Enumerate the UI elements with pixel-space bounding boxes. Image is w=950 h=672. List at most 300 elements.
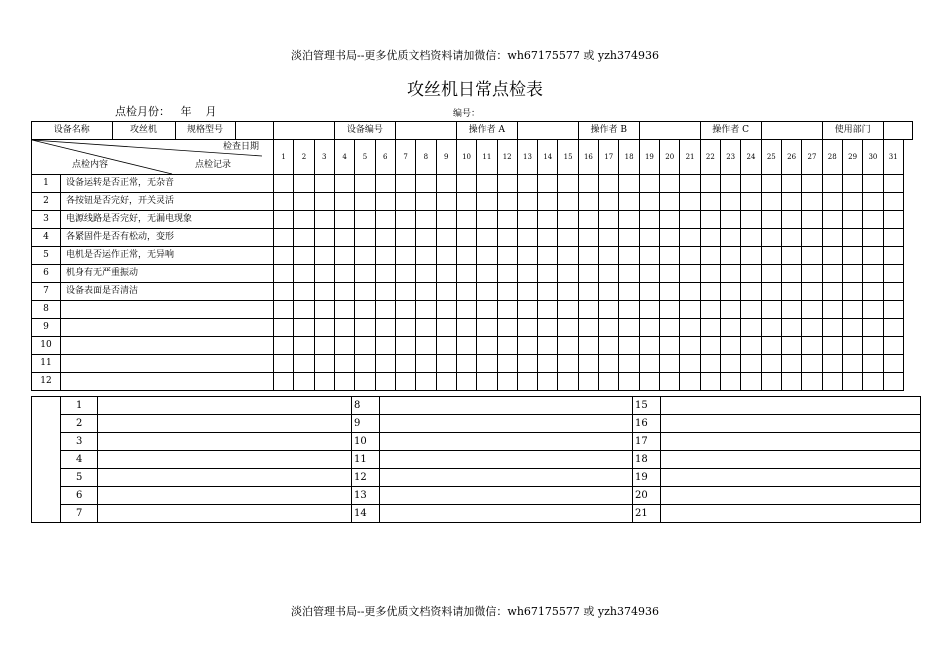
- check-cell[interactable]: [395, 337, 415, 355]
- check-cell[interactable]: [863, 211, 883, 229]
- check-cell[interactable]: [680, 283, 700, 301]
- check-cell[interactable]: [680, 247, 700, 265]
- check-cell[interactable]: [619, 247, 639, 265]
- check-cell[interactable]: [416, 337, 436, 355]
- check-cell[interactable]: [314, 193, 334, 211]
- check-cell[interactable]: [538, 373, 558, 391]
- check-cell[interactable]: [883, 373, 903, 391]
- check-cell[interactable]: [761, 247, 781, 265]
- notes-field[interactable]: [661, 469, 921, 487]
- check-cell[interactable]: [883, 319, 903, 337]
- check-cell[interactable]: [314, 319, 334, 337]
- check-cell[interactable]: [314, 175, 334, 193]
- check-cell[interactable]: [822, 337, 842, 355]
- check-cell[interactable]: [355, 373, 375, 391]
- check-cell[interactable]: [274, 355, 294, 373]
- check-cell[interactable]: [822, 373, 842, 391]
- check-cell[interactable]: [395, 301, 415, 319]
- check-cell[interactable]: [375, 175, 395, 193]
- check-cell[interactable]: [842, 301, 862, 319]
- check-cell[interactable]: [883, 337, 903, 355]
- check-cell[interactable]: [456, 175, 476, 193]
- check-cell[interactable]: [375, 319, 395, 337]
- check-cell[interactable]: [314, 247, 334, 265]
- check-cell[interactable]: [863, 373, 883, 391]
- check-cell[interactable]: [334, 211, 354, 229]
- check-cell[interactable]: [294, 265, 314, 283]
- check-cell[interactable]: [741, 247, 761, 265]
- check-cell[interactable]: [456, 229, 476, 247]
- check-cell[interactable]: [355, 193, 375, 211]
- check-cell[interactable]: [334, 355, 354, 373]
- check-cell[interactable]: [375, 247, 395, 265]
- check-cell[interactable]: [842, 211, 862, 229]
- check-cell[interactable]: [822, 211, 842, 229]
- check-cell[interactable]: [863, 319, 883, 337]
- check-cell[interactable]: [660, 283, 680, 301]
- check-cell[interactable]: [497, 265, 517, 283]
- check-cell[interactable]: [781, 283, 801, 301]
- check-cell[interactable]: [721, 355, 741, 373]
- check-cell[interactable]: [416, 301, 436, 319]
- check-cell[interactable]: [294, 355, 314, 373]
- check-cell[interactable]: [680, 265, 700, 283]
- check-cell[interactable]: [538, 247, 558, 265]
- check-cell[interactable]: [802, 373, 822, 391]
- check-cell[interactable]: [314, 355, 334, 373]
- check-cell[interactable]: [822, 301, 842, 319]
- check-cell[interactable]: [355, 229, 375, 247]
- check-cell[interactable]: [781, 337, 801, 355]
- operator-c-field[interactable]: [761, 122, 822, 140]
- check-cell[interactable]: [619, 229, 639, 247]
- check-cell[interactable]: [741, 301, 761, 319]
- check-cell[interactable]: [558, 283, 578, 301]
- notes-field[interactable]: [380, 505, 633, 523]
- check-cell[interactable]: [375, 337, 395, 355]
- check-cell[interactable]: [802, 175, 822, 193]
- check-cell[interactable]: [355, 355, 375, 373]
- check-cell[interactable]: [700, 265, 720, 283]
- check-cell[interactable]: [578, 175, 598, 193]
- check-cell[interactable]: [517, 373, 537, 391]
- check-cell[interactable]: [517, 301, 537, 319]
- check-cell[interactable]: [558, 247, 578, 265]
- check-cell[interactable]: [639, 337, 659, 355]
- check-cell[interactable]: [619, 301, 639, 319]
- check-cell[interactable]: [477, 247, 497, 265]
- check-cell[interactable]: [517, 283, 537, 301]
- notes-field[interactable]: [661, 487, 921, 505]
- check-cell[interactable]: [700, 283, 720, 301]
- check-cell[interactable]: [558, 265, 578, 283]
- check-cell[interactable]: [741, 193, 761, 211]
- check-cell[interactable]: [456, 211, 476, 229]
- check-cell[interactable]: [416, 265, 436, 283]
- check-cell[interactable]: [863, 193, 883, 211]
- check-cell[interactable]: [660, 193, 680, 211]
- check-cell[interactable]: [334, 265, 354, 283]
- check-cell[interactable]: [456, 193, 476, 211]
- check-cell[interactable]: [660, 175, 680, 193]
- check-cell[interactable]: [680, 229, 700, 247]
- check-cell[interactable]: [619, 319, 639, 337]
- check-cell[interactable]: [274, 373, 294, 391]
- notes-field[interactable]: [661, 415, 921, 433]
- check-cell[interactable]: [294, 211, 314, 229]
- check-cell[interactable]: [721, 337, 741, 355]
- check-cell[interactable]: [781, 193, 801, 211]
- check-cell[interactable]: [375, 355, 395, 373]
- check-cell[interactable]: [355, 337, 375, 355]
- check-cell[interactable]: [660, 319, 680, 337]
- check-cell[interactable]: [538, 283, 558, 301]
- notes-field[interactable]: [98, 433, 352, 451]
- check-cell[interactable]: [314, 211, 334, 229]
- check-cell[interactable]: [497, 373, 517, 391]
- check-cell[interactable]: [538, 319, 558, 337]
- check-cell[interactable]: [456, 283, 476, 301]
- check-cell[interactable]: [700, 337, 720, 355]
- check-cell[interactable]: [517, 175, 537, 193]
- check-cell[interactable]: [578, 301, 598, 319]
- check-cell[interactable]: [416, 283, 436, 301]
- check-cell[interactable]: [497, 175, 517, 193]
- check-cell[interactable]: [436, 247, 456, 265]
- check-cell[interactable]: [599, 247, 619, 265]
- check-cell[interactable]: [721, 247, 741, 265]
- check-cell[interactable]: [314, 229, 334, 247]
- check-cell[interactable]: [781, 301, 801, 319]
- check-cell[interactable]: [741, 211, 761, 229]
- check-cell[interactable]: [395, 193, 415, 211]
- check-cell[interactable]: [558, 175, 578, 193]
- check-cell[interactable]: [700, 319, 720, 337]
- check-cell[interactable]: [599, 301, 619, 319]
- notes-field[interactable]: [98, 505, 352, 523]
- check-cell[interactable]: [497, 247, 517, 265]
- check-cell[interactable]: [578, 193, 598, 211]
- check-cell[interactable]: [274, 247, 294, 265]
- check-cell[interactable]: [375, 265, 395, 283]
- check-cell[interactable]: [741, 355, 761, 373]
- check-cell[interactable]: [578, 355, 598, 373]
- notes-field[interactable]: [661, 397, 921, 415]
- check-cell[interactable]: [599, 229, 619, 247]
- check-cell[interactable]: [578, 283, 598, 301]
- notes-field[interactable]: [661, 505, 921, 523]
- check-cell[interactable]: [680, 319, 700, 337]
- check-cell[interactable]: [680, 211, 700, 229]
- check-cell[interactable]: [802, 355, 822, 373]
- check-cell[interactable]: [558, 301, 578, 319]
- check-cell[interactable]: [863, 283, 883, 301]
- check-cell[interactable]: [700, 175, 720, 193]
- check-cell[interactable]: [883, 193, 903, 211]
- check-cell[interactable]: [294, 175, 314, 193]
- check-cell[interactable]: [660, 229, 680, 247]
- check-cell[interactable]: [497, 301, 517, 319]
- equipment-no-field[interactable]: [395, 122, 456, 140]
- check-cell[interactable]: [822, 193, 842, 211]
- check-cell[interactable]: [660, 247, 680, 265]
- check-cell[interactable]: [436, 193, 456, 211]
- check-cell[interactable]: [294, 337, 314, 355]
- check-cell[interactable]: [477, 373, 497, 391]
- notes-field[interactable]: [661, 433, 921, 451]
- check-cell[interactable]: [639, 283, 659, 301]
- check-cell[interactable]: [761, 211, 781, 229]
- operator-b-field[interactable]: [639, 122, 700, 140]
- check-cell[interactable]: [883, 229, 903, 247]
- check-cell[interactable]: [416, 229, 436, 247]
- check-cell[interactable]: [416, 373, 436, 391]
- check-cell[interactable]: [274, 301, 294, 319]
- check-cell[interactable]: [619, 265, 639, 283]
- check-cell[interactable]: [456, 301, 476, 319]
- check-cell[interactable]: [741, 319, 761, 337]
- check-cell[interactable]: [274, 229, 294, 247]
- check-cell[interactable]: [660, 211, 680, 229]
- check-cell[interactable]: [436, 283, 456, 301]
- notes-field[interactable]: [98, 487, 352, 505]
- check-cell[interactable]: [619, 373, 639, 391]
- check-cell[interactable]: [456, 337, 476, 355]
- check-cell[interactable]: [599, 319, 619, 337]
- check-cell[interactable]: [477, 319, 497, 337]
- check-cell[interactable]: [842, 175, 862, 193]
- check-cell[interactable]: [639, 301, 659, 319]
- check-cell[interactable]: [274, 319, 294, 337]
- check-cell[interactable]: [294, 283, 314, 301]
- check-cell[interactable]: [741, 337, 761, 355]
- check-cell[interactable]: [863, 301, 883, 319]
- check-cell[interactable]: [883, 283, 903, 301]
- check-cell[interactable]: [477, 265, 497, 283]
- spec-model-field[interactable]: [235, 122, 273, 139]
- check-cell[interactable]: [700, 247, 720, 265]
- check-cell[interactable]: [477, 175, 497, 193]
- check-cell[interactable]: [802, 247, 822, 265]
- check-cell[interactable]: [639, 319, 659, 337]
- check-cell[interactable]: [538, 229, 558, 247]
- check-cell[interactable]: [416, 355, 436, 373]
- check-cell[interactable]: [781, 319, 801, 337]
- check-cell[interactable]: [761, 337, 781, 355]
- check-cell[interactable]: [355, 175, 375, 193]
- check-cell[interactable]: [599, 175, 619, 193]
- check-cell[interactable]: [436, 373, 456, 391]
- check-cell[interactable]: [395, 229, 415, 247]
- check-cell[interactable]: [538, 337, 558, 355]
- notes-field[interactable]: [98, 397, 352, 415]
- check-cell[interactable]: [761, 193, 781, 211]
- check-cell[interactable]: [639, 211, 659, 229]
- check-cell[interactable]: [802, 193, 822, 211]
- check-cell[interactable]: [761, 175, 781, 193]
- check-cell[interactable]: [863, 265, 883, 283]
- check-cell[interactable]: [599, 373, 619, 391]
- check-cell[interactable]: [639, 229, 659, 247]
- check-cell[interactable]: [761, 319, 781, 337]
- check-cell[interactable]: [842, 337, 862, 355]
- check-cell[interactable]: [274, 211, 294, 229]
- notes-field[interactable]: [98, 415, 352, 433]
- notes-field[interactable]: [380, 469, 633, 487]
- check-cell[interactable]: [822, 355, 842, 373]
- check-cell[interactable]: [497, 193, 517, 211]
- check-cell[interactable]: [517, 211, 537, 229]
- check-cell[interactable]: [355, 247, 375, 265]
- check-cell[interactable]: [578, 337, 598, 355]
- check-cell[interactable]: [477, 355, 497, 373]
- check-cell[interactable]: [619, 337, 639, 355]
- check-cell[interactable]: [863, 355, 883, 373]
- check-cell[interactable]: [680, 301, 700, 319]
- check-cell[interactable]: [660, 265, 680, 283]
- check-cell[interactable]: [863, 175, 883, 193]
- check-cell[interactable]: [436, 211, 456, 229]
- check-cell[interactable]: [781, 355, 801, 373]
- check-cell[interactable]: [781, 211, 801, 229]
- check-cell[interactable]: [802, 301, 822, 319]
- check-cell[interactable]: [477, 301, 497, 319]
- check-cell[interactable]: [294, 193, 314, 211]
- check-cell[interactable]: [334, 319, 354, 337]
- check-cell[interactable]: [395, 265, 415, 283]
- check-cell[interactable]: [761, 283, 781, 301]
- check-cell[interactable]: [700, 193, 720, 211]
- notes-field[interactable]: [380, 415, 633, 433]
- check-cell[interactable]: [538, 265, 558, 283]
- check-cell[interactable]: [395, 319, 415, 337]
- check-cell[interactable]: [558, 193, 578, 211]
- check-cell[interactable]: [639, 175, 659, 193]
- check-cell[interactable]: [517, 247, 537, 265]
- check-cell[interactable]: [375, 283, 395, 301]
- check-cell[interactable]: [660, 355, 680, 373]
- check-cell[interactable]: [436, 265, 456, 283]
- check-cell[interactable]: [781, 175, 801, 193]
- check-cell[interactable]: [680, 373, 700, 391]
- check-cell[interactable]: [578, 373, 598, 391]
- check-cell[interactable]: [639, 373, 659, 391]
- check-cell[interactable]: [538, 211, 558, 229]
- check-cell[interactable]: [639, 355, 659, 373]
- check-cell[interactable]: [822, 175, 842, 193]
- check-cell[interactable]: [578, 247, 598, 265]
- check-cell[interactable]: [517, 355, 537, 373]
- check-cell[interactable]: [883, 301, 903, 319]
- check-cell[interactable]: [558, 373, 578, 391]
- check-cell[interactable]: [497, 355, 517, 373]
- check-cell[interactable]: [599, 337, 619, 355]
- check-cell[interactable]: [436, 229, 456, 247]
- check-cell[interactable]: [334, 301, 354, 319]
- check-cell[interactable]: [497, 337, 517, 355]
- check-cell[interactable]: [619, 211, 639, 229]
- check-cell[interactable]: [477, 229, 497, 247]
- check-cell[interactable]: [294, 319, 314, 337]
- check-cell[interactable]: [700, 229, 720, 247]
- check-cell[interactable]: [802, 283, 822, 301]
- check-cell[interactable]: [334, 229, 354, 247]
- check-cell[interactable]: [416, 319, 436, 337]
- check-cell[interactable]: [721, 193, 741, 211]
- check-cell[interactable]: [334, 247, 354, 265]
- check-cell[interactable]: [842, 373, 862, 391]
- check-cell[interactable]: [619, 175, 639, 193]
- check-cell[interactable]: [822, 265, 842, 283]
- check-cell[interactable]: [395, 211, 415, 229]
- check-cell[interactable]: [477, 337, 497, 355]
- check-cell[interactable]: [721, 301, 741, 319]
- check-cell[interactable]: [802, 319, 822, 337]
- check-cell[interactable]: [700, 301, 720, 319]
- check-cell[interactable]: [599, 193, 619, 211]
- check-cell[interactable]: [741, 283, 761, 301]
- check-cell[interactable]: [822, 283, 842, 301]
- check-cell[interactable]: [416, 175, 436, 193]
- check-cell[interactable]: [456, 319, 476, 337]
- check-cell[interactable]: [274, 283, 294, 301]
- notes-field[interactable]: [98, 451, 352, 469]
- check-cell[interactable]: [741, 373, 761, 391]
- check-cell[interactable]: [619, 355, 639, 373]
- check-cell[interactable]: [721, 283, 741, 301]
- check-cell[interactable]: [558, 337, 578, 355]
- check-cell[interactable]: [274, 265, 294, 283]
- spec-model-field-ext[interactable]: [274, 122, 335, 140]
- check-cell[interactable]: [375, 211, 395, 229]
- check-cell[interactable]: [355, 265, 375, 283]
- check-cell[interactable]: [497, 319, 517, 337]
- check-cell[interactable]: [355, 319, 375, 337]
- check-cell[interactable]: [517, 337, 537, 355]
- check-cell[interactable]: [781, 247, 801, 265]
- check-cell[interactable]: [497, 211, 517, 229]
- notes-field[interactable]: [380, 397, 633, 415]
- check-cell[interactable]: [334, 175, 354, 193]
- check-cell[interactable]: [274, 337, 294, 355]
- check-cell[interactable]: [436, 301, 456, 319]
- check-cell[interactable]: [639, 247, 659, 265]
- check-cell[interactable]: [375, 229, 395, 247]
- check-cell[interactable]: [781, 229, 801, 247]
- check-cell[interactable]: [274, 193, 294, 211]
- check-cell[interactable]: [721, 229, 741, 247]
- check-cell[interactable]: [578, 229, 598, 247]
- check-cell[interactable]: [538, 175, 558, 193]
- check-cell[interactable]: [700, 211, 720, 229]
- check-cell[interactable]: [761, 355, 781, 373]
- check-cell[interactable]: [822, 229, 842, 247]
- check-cell[interactable]: [883, 355, 903, 373]
- check-cell[interactable]: [680, 193, 700, 211]
- check-cell[interactable]: [294, 373, 314, 391]
- check-cell[interactable]: [842, 247, 862, 265]
- check-cell[interactable]: [802, 229, 822, 247]
- check-cell[interactable]: [375, 193, 395, 211]
- check-cell[interactable]: [456, 373, 476, 391]
- check-cell[interactable]: [558, 229, 578, 247]
- check-cell[interactable]: [334, 373, 354, 391]
- check-cell[interactable]: [680, 355, 700, 373]
- check-cell[interactable]: [883, 265, 903, 283]
- check-cell[interactable]: [456, 265, 476, 283]
- check-cell[interactable]: [294, 247, 314, 265]
- check-cell[interactable]: [416, 211, 436, 229]
